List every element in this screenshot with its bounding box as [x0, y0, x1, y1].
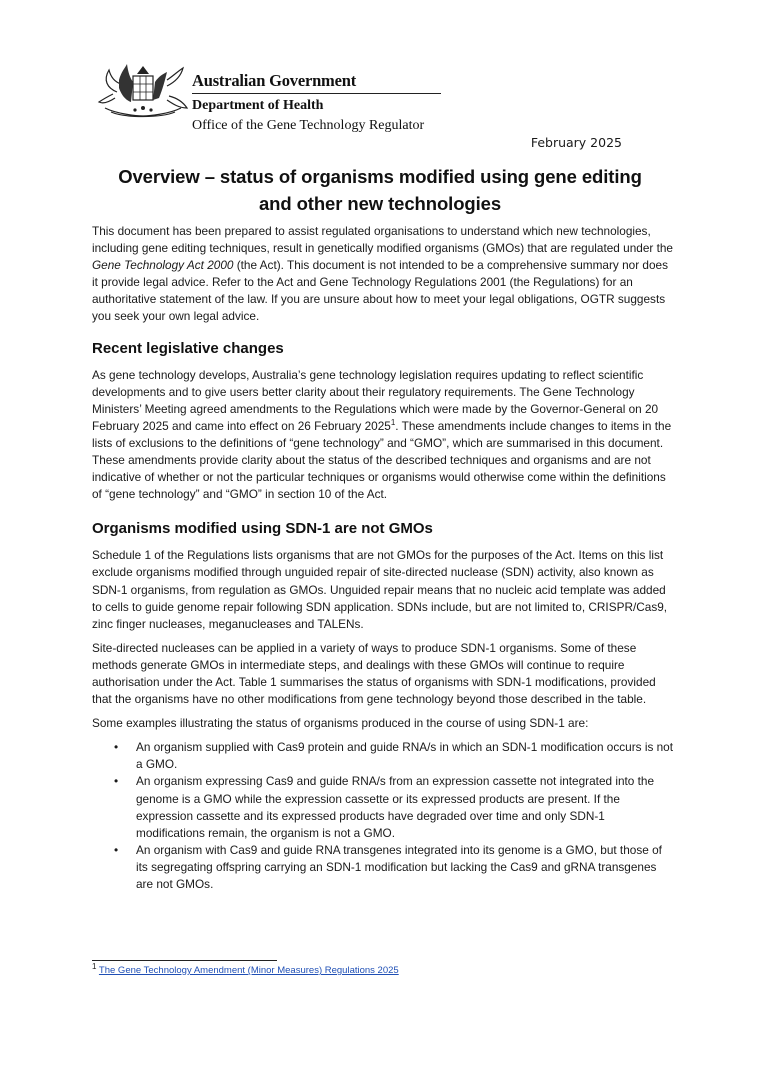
- coat-of-arms-icon: [97, 58, 189, 120]
- list-item: [114, 842, 675, 893]
- document-body: [92, 223, 675, 893]
- recent-text-1: As gene technology develops, Australia’s gene technology legislation requires updating to reflect scientific developments and to give users better clarity about their regulatory requirements. The Gene Technology Ministers’ Meeting agreed amendments to the Regulations which were made by the Governor-General on 20 February 2025 and came into effect on 26 February 2025: [92, 367, 659, 433]
- title-line-2: and other new technologies: [258, 193, 502, 214]
- sdn1-paragraph-2: Site-directed nucleases can be applied in a variety of ways to produce SDN-1 organisms. Some of these methods generate GMOs in intermediate steps, and dealings with these GMOs will continue to require authorisation under the Act. Table 1 summarises the status of organisms with SDN-1 modifications, provided that the organisms have no other modifications from gene technology beyond those described in the table.: [92, 640, 656, 707]
- document-date: February 2025: [530, 135, 622, 150]
- intro-paragraph: [92, 223, 675, 326]
- list-item-text: An organism supplied with Cas9 protein and guide RNA/s in which an SDN-1 modification occurs is not a GMO.: [136, 740, 674, 772]
- sdn1-paragraph-3: Some examples illustrating the status of organisms produced in the course of using SDN-1 are:: [92, 716, 589, 731]
- list-item-text: An organism expressing Cas9 and guide RNA/s from an expression cassette not integrated into the genome is a GMO while the expression cassette or its expressed products are present. If the expression cassette and its expressed products have degraded over time and only SDN-1 modifications remain, the organism is not a GMO.: [136, 774, 655, 840]
- office-name: Office of the Gene Technology Regulator: [192, 118, 425, 133]
- recent-text-2: . These amendments include changes to items in the lists of exclusions to the definitions of “gene technology” and “GMO”, which are summarised in this document. These amendments provide clarity about the status of the described techniques and organisms and are not indicative of whether or not the particular techniques or organisms would otherwise come within the definitions of “gene technology” and “GMO” in section 10 of the Act.: [92, 418, 672, 502]
- list-item: [114, 739, 675, 773]
- intro-text-2: (the Act). This document is not intended to be a comprehensive summary nor does it provide legal advice. Refer to the Act and Gene Technology Regulations 2001 (the Regulations) for an authoritative statement of the law. If you are unsure about how to meet your legal obligations, OGTR suggests you seek your own legal advice.: [92, 258, 668, 324]
- list-item-text: An organism with Cas9 and guide RNA transgenes integrated into its genome is a GMO, but those of its segregating offspring carrying an SDN-1 modification but lacking the Cas9 and gRNA transgenes are not GMOs.: [136, 842, 662, 891]
- sdn1-paragraph-1: Schedule 1 of the Regulations lists organisms that are not GMOs for the purposes of the Act. Items on this list exclude organisms modified through unguided repair of site-directed nuclease (SDN) activity, also known as SDN-1 organisms, from regulation as GMOs. Unguided repair means that no nucleic acid template was added to cells to guide genome repair following SDN application. SDNs include, but are not limited to, CRISPR/Cas9, zinc finger nucleases, meganucleases and TALENs.: [92, 548, 668, 631]
- section-heading-sdn1: Organisms modified using SDN-1 are not GMOs: [92, 520, 433, 538]
- sdn1-examples-list: [92, 739, 675, 893]
- list-item: [114, 773, 675, 841]
- bullet-icon: •: [114, 774, 119, 789]
- title-line-1: Overview – status of organisms modified using gene editing: [118, 166, 642, 187]
- act-name: Gene Technology Act 2000: [92, 258, 234, 273]
- header-divider: [192, 93, 441, 94]
- intro-text-1: This document has been prepared to assist regulated organisations to understand which new technologies, including gene editing techniques, result in genetically modified organisms (GMOs) that are regulated under the: [92, 224, 673, 256]
- bullet-icon: •: [114, 740, 119, 755]
- recent-changes-paragraph: [92, 367, 675, 504]
- government-name: Australian Government: [192, 71, 356, 90]
- footnote-link[interactable]: The Gene Technology Amendment (Minor Measures) Regulations 2025: [98, 965, 399, 976]
- footnote-number: 1: [92, 961, 97, 971]
- footnote: [92, 961, 399, 976]
- footnote-divider: [92, 960, 277, 961]
- section-heading-recent-changes: Recent legislative changes: [92, 339, 284, 357]
- department-name: Department of Health: [192, 98, 324, 113]
- footnote-reference[interactable]: 1: [390, 417, 396, 427]
- bullet-icon: •: [114, 842, 119, 857]
- document-title: [80, 163, 680, 217]
